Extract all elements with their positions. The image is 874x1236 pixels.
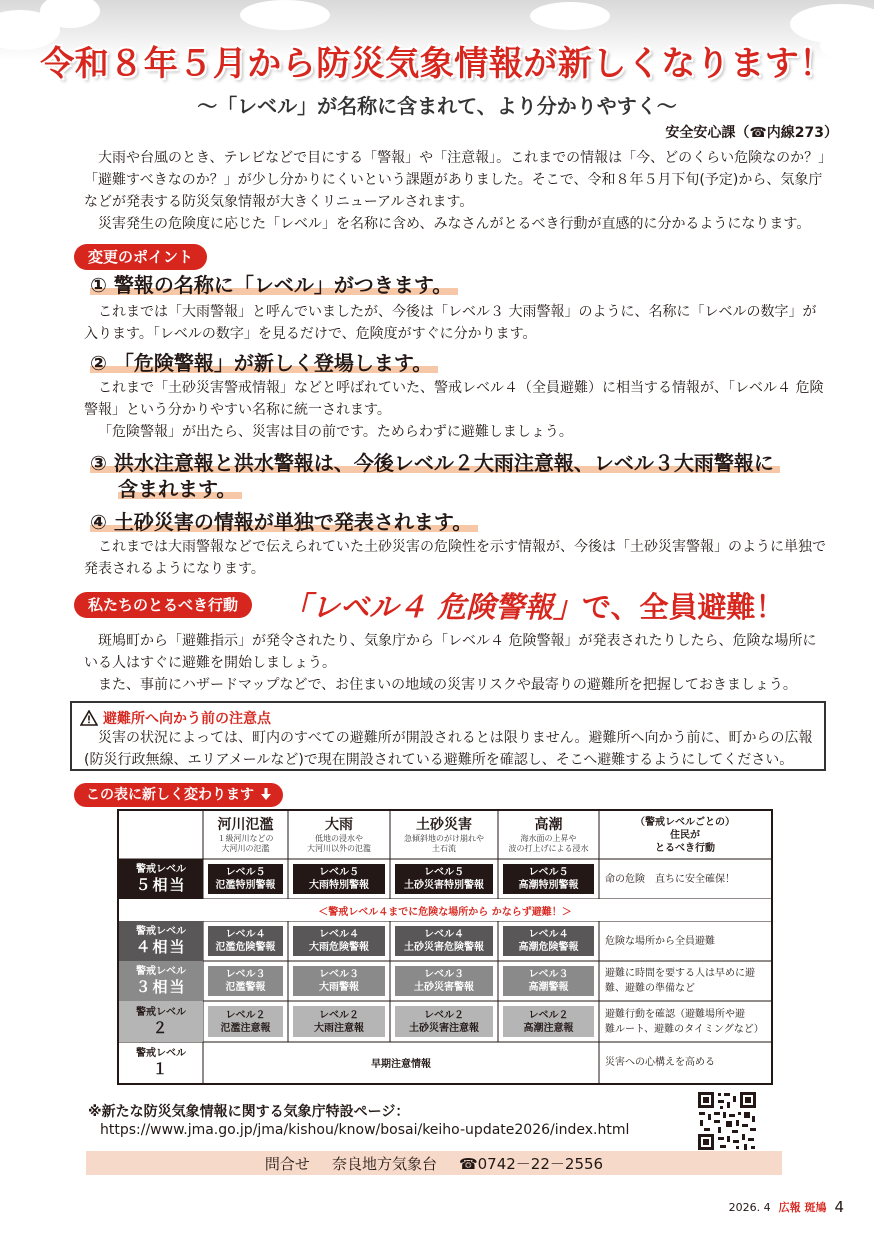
column-header-river [203, 811, 288, 859]
issue-date: 2026. 4 [728, 1200, 771, 1214]
evacuation-banner [119, 899, 771, 921]
level-label-text: 警戒レベル [136, 926, 186, 937]
badge-level: レベル２ [528, 1009, 569, 1021]
badge-level: レベル５ [424, 867, 464, 878]
intro-paragraph-2: 災害発生の危険度に応じた「レベル」を名称に含め、みなさんがとるべき行動が直感的に分かるようになります。 [98, 216, 811, 232]
level-number: ５相当 [135, 876, 187, 894]
point-2-text-2: 「危険警報」が出たら、災害は目の前です。ためらわずに避難しましょう。 [98, 424, 573, 440]
intro-text [84, 147, 826, 235]
action-text: 災害への心構えを高める [605, 1057, 715, 1068]
table-label [74, 783, 283, 807]
caution-body [84, 727, 819, 771]
level-1-early-info [203, 1042, 599, 1083]
badge-level: レベル４ [319, 929, 359, 940]
point-1-title-text: ① 警報の名称に「レベル」がつきます。 [90, 273, 458, 297]
badge-level: レベル２ [424, 1009, 464, 1021]
level-3-label [119, 961, 203, 1001]
column-name: 河川氾濫 [217, 817, 274, 833]
level-3-rain [288, 961, 390, 1001]
level-3-landslide [390, 961, 498, 1001]
level-2-rain [288, 1001, 390, 1042]
column-sub: 大河川の氾濫 [221, 844, 270, 853]
changes-label: 変更のポイント [74, 244, 207, 270]
cloud-decoration [240, 0, 330, 30]
badge-level: レベル２ [225, 1009, 266, 1021]
magazine-name: 広報 斑鳩 [778, 1201, 827, 1214]
action-header-line: 住民が [670, 829, 700, 841]
point-2-body [84, 377, 826, 443]
level-2-label [119, 1001, 203, 1042]
point-2-title [90, 350, 438, 376]
badge-name: 土砂災害警報 [414, 982, 474, 993]
jma-page-note: ※新たな防災気象情報に関する気象庁特設ページ： [88, 1104, 410, 1120]
badge-level: レベル５ [225, 867, 266, 878]
action-text: 避難行動を確認（避難場所や避 [605, 1008, 745, 1020]
level-label-text: 警戒レベル [136, 1047, 186, 1059]
action-title-level4: 「レベル４ 危険警報」 [282, 590, 583, 624]
badge-level: レベル３ [319, 969, 359, 980]
badge-level: レベル３ [225, 969, 266, 980]
level-1-label [119, 1042, 203, 1083]
badge-level: レベル５ [528, 867, 569, 878]
intro-paragraph-1: 大雨や台風のとき、テレビなどで目にする「警報」や「注意報」。これまでの情報は「今、どのくらい危険なのか？」「避難すべきなのか？」が少し分かりにくいという課題がありました。そこで、令和８年５月下旬(予定)から、気象庁などが発表する防災気象情報が大きくリニューアルされます。 [84, 150, 826, 210]
badge-name: 大雨特別警報 [309, 880, 369, 891]
level-label-text: 警戒レベル [136, 864, 186, 875]
badge-level: レベル４ [424, 929, 464, 940]
column-name: 高潮 [534, 817, 563, 833]
column-sub: 大河川以外の氾濫 [307, 844, 371, 853]
badge-name: 土砂災害危険警報 [404, 942, 484, 953]
point-4-title [90, 509, 478, 535]
column-sub: 土石流 [432, 844, 456, 853]
level-2-river [203, 1001, 288, 1042]
badge-level: レベル３ [424, 969, 464, 980]
badge-level: レベル３ [528, 969, 569, 980]
arrow-down-icon [261, 785, 271, 805]
column-name: 土砂災害 [416, 817, 472, 833]
column-sub: 海水面の上昇や [520, 834, 577, 843]
badge-name: 高潮特別警報 [518, 880, 579, 891]
point-3-title [90, 450, 830, 502]
badge-level: レベル５ [319, 867, 359, 878]
caution-box [70, 701, 826, 771]
column-sub: 低地の浸水や [315, 834, 363, 843]
cloud-decoration [530, 2, 610, 30]
badge-name: 氾濫注意報 [220, 1022, 271, 1034]
column-name: 大雨 [325, 817, 353, 833]
level-2-action [599, 1001, 771, 1042]
contact-label: 問合せ [264, 1154, 310, 1173]
table-label-text: この表に新しく変わります [86, 787, 254, 803]
level-3-action [599, 961, 771, 1001]
level-number: １ [152, 1059, 170, 1078]
point-2-title-text: ② 「危険警報」が新しく登場します。 [90, 351, 438, 375]
badge-name: 高潮注意報 [523, 1022, 574, 1034]
point-4-text: これまでは大雨警報などで伝えられていた土砂災害の危険性を示す情報が、今後は「土砂災害警報」のように単独で発表されるようになります。 [84, 539, 826, 577]
action-title [282, 585, 785, 626]
level-5-landslide [390, 859, 498, 899]
column-header-heavy-rain [288, 811, 390, 859]
caution-title: 避難所へ向かう前の注意点 [103, 711, 271, 727]
level-4-action [599, 921, 771, 961]
contact-phone: ☎0742－22－2556 [458, 1154, 604, 1173]
level-3-river [203, 961, 288, 1001]
badge-level: レベル４ [528, 929, 569, 940]
page-title: 令和８年５月から防災気象情報が新しくなります！ [40, 44, 834, 84]
caution-text: 災害の状況によっては、町内のすべての避難所が開設されるとは限りません。避難所へ向かう前に、町からの広報(防災行政無線、エリアメールなど)で現在開設されている避難所を確認し、そこへ避難するようにしてください。 [84, 730, 813, 768]
page-subtitle: ～「レベル」が名称に含まれて、より分かりやすく～ [197, 94, 677, 118]
badge-name: 氾濫警報 [225, 982, 266, 993]
badge-name: 土砂災害特別警報 [404, 880, 484, 891]
page-number: 4 [834, 1198, 844, 1216]
action-text: 難、避難の準備など [605, 983, 695, 994]
point-4-title-text: ④ 土砂災害の情報が単独で発表されます。 [90, 510, 478, 534]
level-4-label [119, 921, 203, 961]
department-contact: 安全安心課（☎内線273） [665, 125, 838, 141]
level-3-surge [498, 961, 599, 1001]
action-title-evacuate: で、全員避難！ [582, 590, 785, 624]
action-header-line: とるべき行動 [655, 842, 715, 854]
action-text: 難ルート、避難のタイミングなど） [605, 1023, 764, 1035]
contact-bar [86, 1151, 782, 1175]
action-paragraph-1: 斑鳩町から「避難指示」が発令されたり、気象庁から「レベル４ 危険警報」が発表されたりしたら、危険な場所にいる人はすぐに避難を開始しましょう。 [84, 633, 817, 671]
early-info-text: 早期注意情報 [371, 1059, 431, 1070]
warning-icon [80, 710, 98, 726]
level-5-label [119, 859, 203, 899]
column-sub: １級河川などの [217, 834, 274, 843]
action-label: 私たちのとるべき行動 [74, 592, 252, 618]
column-sub: 急傾斜地のがけ崩れや [404, 834, 484, 843]
warning-level-table [117, 809, 773, 1085]
point-1-body [84, 301, 826, 345]
badge-name: 氾濫危険警報 [215, 942, 276, 953]
badge-name: 大雨警報 [319, 982, 359, 993]
level-2-surge [498, 1001, 599, 1042]
level-5-surge [498, 859, 599, 899]
level-2-landslide [390, 1001, 498, 1042]
action-text [84, 630, 826, 696]
column-sub: 波の打上げによる浸水 [508, 844, 589, 853]
action-paragraph-2: また、事前にハザードマップなどで、お住まいの地域の災害リスクや最寄りの避難所を把握しておきましょう。 [98, 677, 797, 693]
point-3-title-line-2: 含まれます。 [118, 477, 242, 501]
caution-heading [80, 708, 271, 728]
point-4-body [84, 536, 826, 580]
level-number: ２ [152, 1018, 170, 1037]
badge-name: 氾濫特別警報 [215, 880, 276, 891]
level-label-text: 警戒レベル [136, 1006, 186, 1018]
level-5-rain [288, 859, 390, 899]
badge-name: 高潮危険警報 [518, 942, 579, 953]
column-header-landslide [390, 811, 498, 859]
action-text: 命の危険 直ちに安全確保！ [605, 873, 735, 885]
level-4-surge [498, 921, 599, 961]
contact-org: 奈良地方気象台 [331, 1154, 437, 1173]
banner-text: ＜警戒レベル４までに危険な場所から かならず避難！＞ [318, 906, 572, 918]
point-3-title-line-1: ③ 洪水注意報と洪水警報は、今後レベル２大雨注意報、レベル３大雨警報に [90, 451, 780, 475]
badge-level: レベル４ [225, 929, 266, 940]
badge-name: 大雨危険警報 [309, 942, 369, 953]
action-text: 危険な場所から全員避難 [605, 935, 715, 947]
level-4-river [203, 921, 288, 961]
point-1-text: これまでは「大雨警報」と呼んでいましたが、今後は「レベル３ 大雨警報」のように、名称に「レベルの数字」が入ります。「レベルの数字」を見るだけで、危険度がすぐに分かります。 [84, 304, 817, 342]
level-5-action [599, 859, 771, 899]
point-2-text-1: これまで「土砂災害警戒情報」などと呼ばれていた、警戒レベル４（全員避難）に相当する情報が、「レベル４ 危険警報」という分かりやすい名称に統一されます。 [84, 380, 824, 418]
action-text: 避難に時間を要する人は早めに避 [605, 968, 755, 979]
level-label-text: 警戒レベル [136, 966, 186, 977]
level-4-rain [288, 921, 390, 961]
badge-name: 大雨注意報 [314, 1022, 364, 1034]
level-number: ４相当 [135, 938, 187, 956]
level-4-landslide [390, 921, 498, 961]
qr-code[interactable] [696, 1090, 758, 1152]
level-number: ３相当 [135, 978, 187, 996]
action-header-line: （警戒レベルごとの） [635, 816, 735, 828]
badge-name: 高潮警報 [528, 982, 569, 993]
page-footer [729, 1198, 844, 1216]
badge-name: 土砂災害注意報 [409, 1022, 479, 1034]
jma-page-url[interactable]: https://www.jma.go.jp/jma/kishou/know/bosai/keiho-update2026/index.html [100, 1122, 630, 1138]
level-1-action [599, 1042, 771, 1083]
level-5-river [203, 859, 288, 899]
column-header-action [599, 811, 771, 859]
point-1-title [90, 272, 458, 298]
badge-level: レベル２ [319, 1009, 359, 1021]
column-header-storm-surge [498, 811, 599, 859]
